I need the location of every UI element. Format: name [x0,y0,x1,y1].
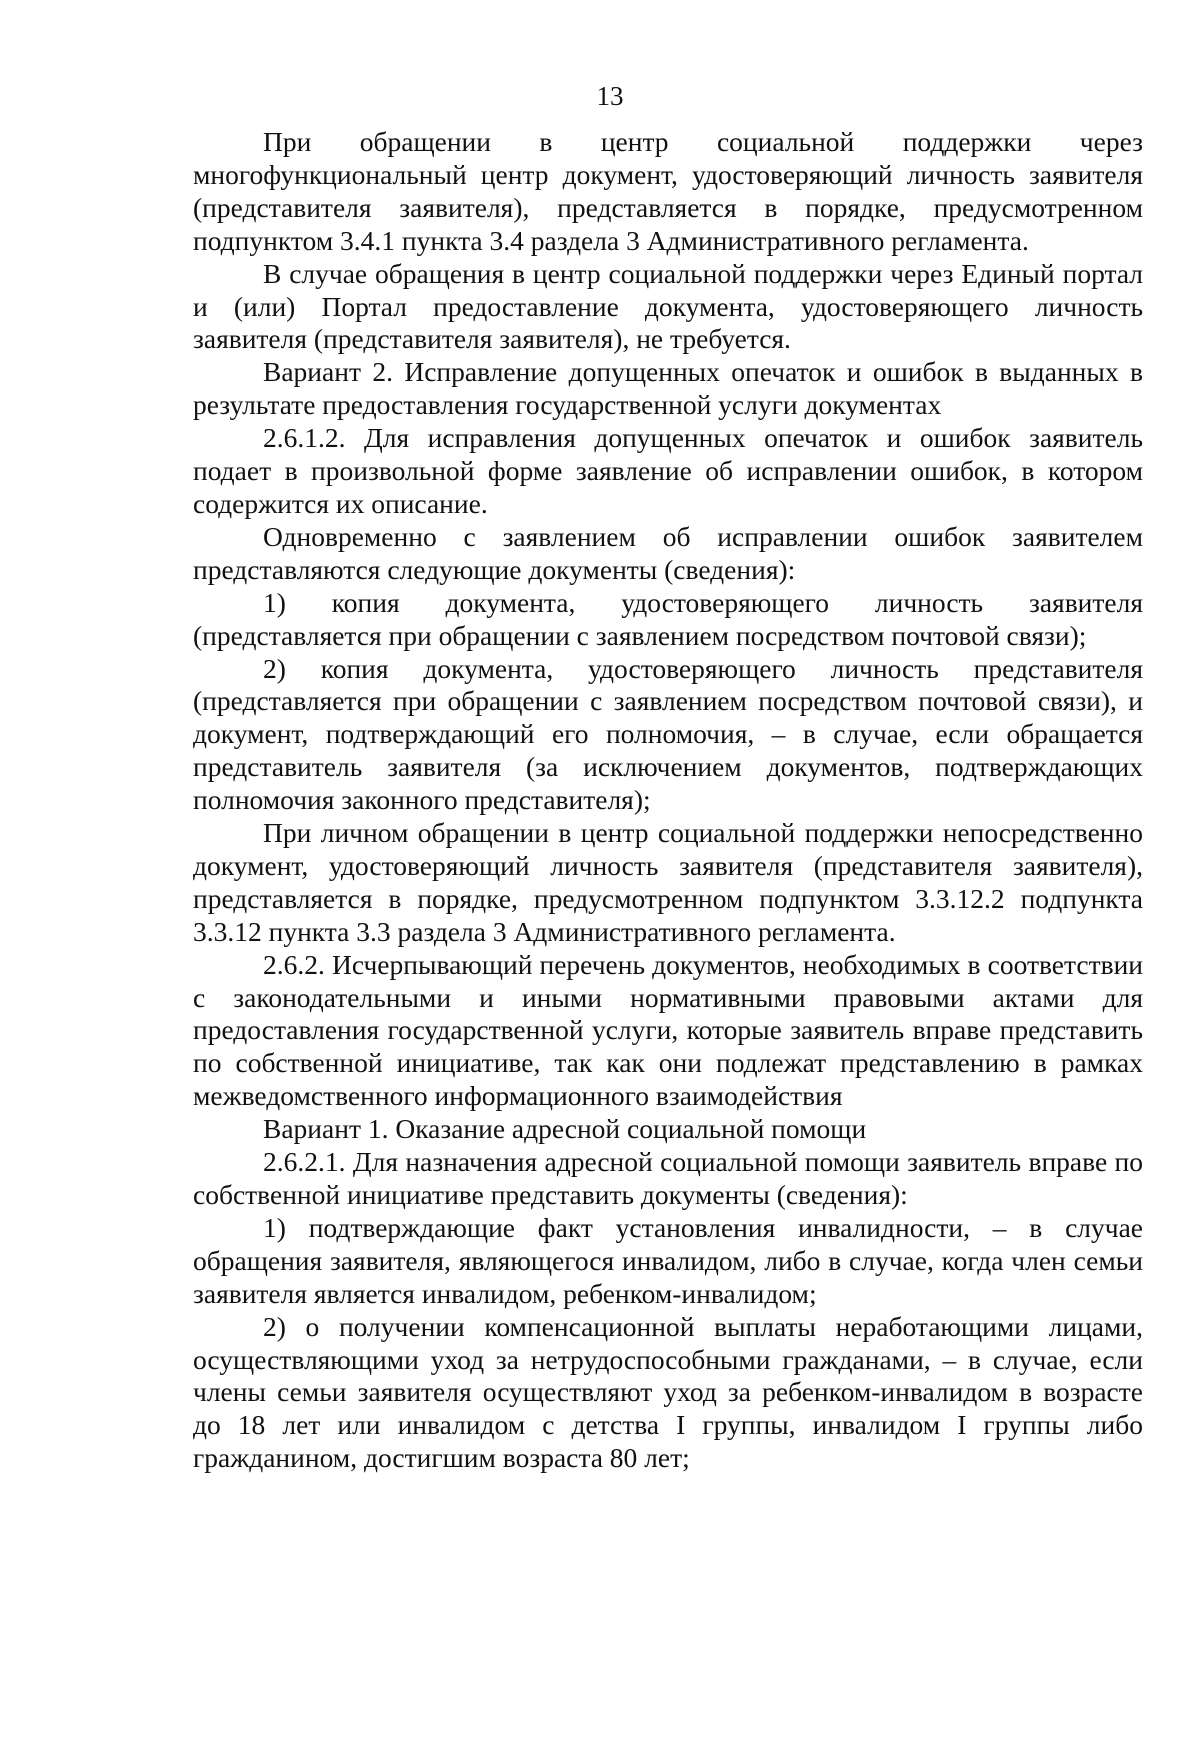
paragraph: Одновременно с заявлением об исправлении ошибок заявителем представляются следующие документы (сведения): [193,520,1143,585]
paragraph: 2.6.1.2. Для исправления допущенных опечаток и ошибок заявитель подает в произвольной форме заявление об исправлении ошибок, в котором содержится их описание. [193,422,1143,519]
paragraph: При обращении в центр социальной поддержки через многофункциональный центр документ, удостоверяющий личность заявителя (представителя заявителя), представляется в порядке, предусмотренном подпунктом 3.4.1 пункта 3.4 раздела 3 Административного регламента. [193,126,1143,256]
paragraph: Вариант 2. Исправление допущенных опечаток и ошибок в выданных в результате предоставления государственной услуги документах [193,356,1143,421]
document-body [193,126,1143,1475]
paragraph: 2) копия документа, удостоверяющего личность представителя (представляется при обращении с заявлением посредством почтовой связи), и документ, подтверждающий его полномочия, – в случае, если обращается представитель заявителя (за исключением документов, подтверждающих полномочия законного представителя); [193,652,1143,816]
paragraph: Вариант 1. Оказание адресной социальной помощи [263,1113,867,1145]
paragraph: 2.6.2.1. Для назначения адресной социальной помощи заявитель вправе по собственной инициативе представить документы (сведения): [193,1146,1143,1210]
paragraph: 1) подтверждающие факт установления инвалидности, – в случае обращения заявителя, являющегося инвалидом, либо в случае, когда член семьи заявителя является инвалидом, ребенком-инвалидом; [193,1211,1143,1309]
paragraph: В случае обращения в центр социальной поддержки через Единый портал и (или) Портал предоставление документа, удостоверяющего личность заявителя (представителя заявителя), не требуется. [193,257,1143,355]
paragraph: При личном обращении в центр социальной поддержки непосредственно документ, удостоверяющий личность заявителя (представителя заявителя), представляется в порядке, предусмотренном подпунктом 3.3.12.2 подпункта 3.3.12 пункта 3.3 раздела 3 Административного регламента. [193,817,1143,947]
paragraph: 2) о получении компенсационной выплаты неработающими лицами, осуществляющими уход за нетрудоспособными гражданами, – в случае, если члены семьи заявителя осуществляют уход за ребенком-инвалидом в возрасте до 18 лет или инвалидом с детства I группы, инвалидом I группы либо гражданином, достигшим возраста 80 лет; [193,1310,1143,1474]
page-number: 13 [596,81,624,111]
paragraph: 2.6.2. Исчерпывающий перечень документов, необходимых в соответствии с законодательными и иными нормативными правовыми актами для предоставления государственной услуги, которые заявитель вправе представить по собственной инициативе, так как они подлежат представлению в рамках межведомственного информационного взаимодействия [193,948,1143,1112]
paragraph: 1) копия документа, удостоверяющего личность заявителя (представляется при обращении с заявлением посредством почтовой связи); [193,586,1143,651]
